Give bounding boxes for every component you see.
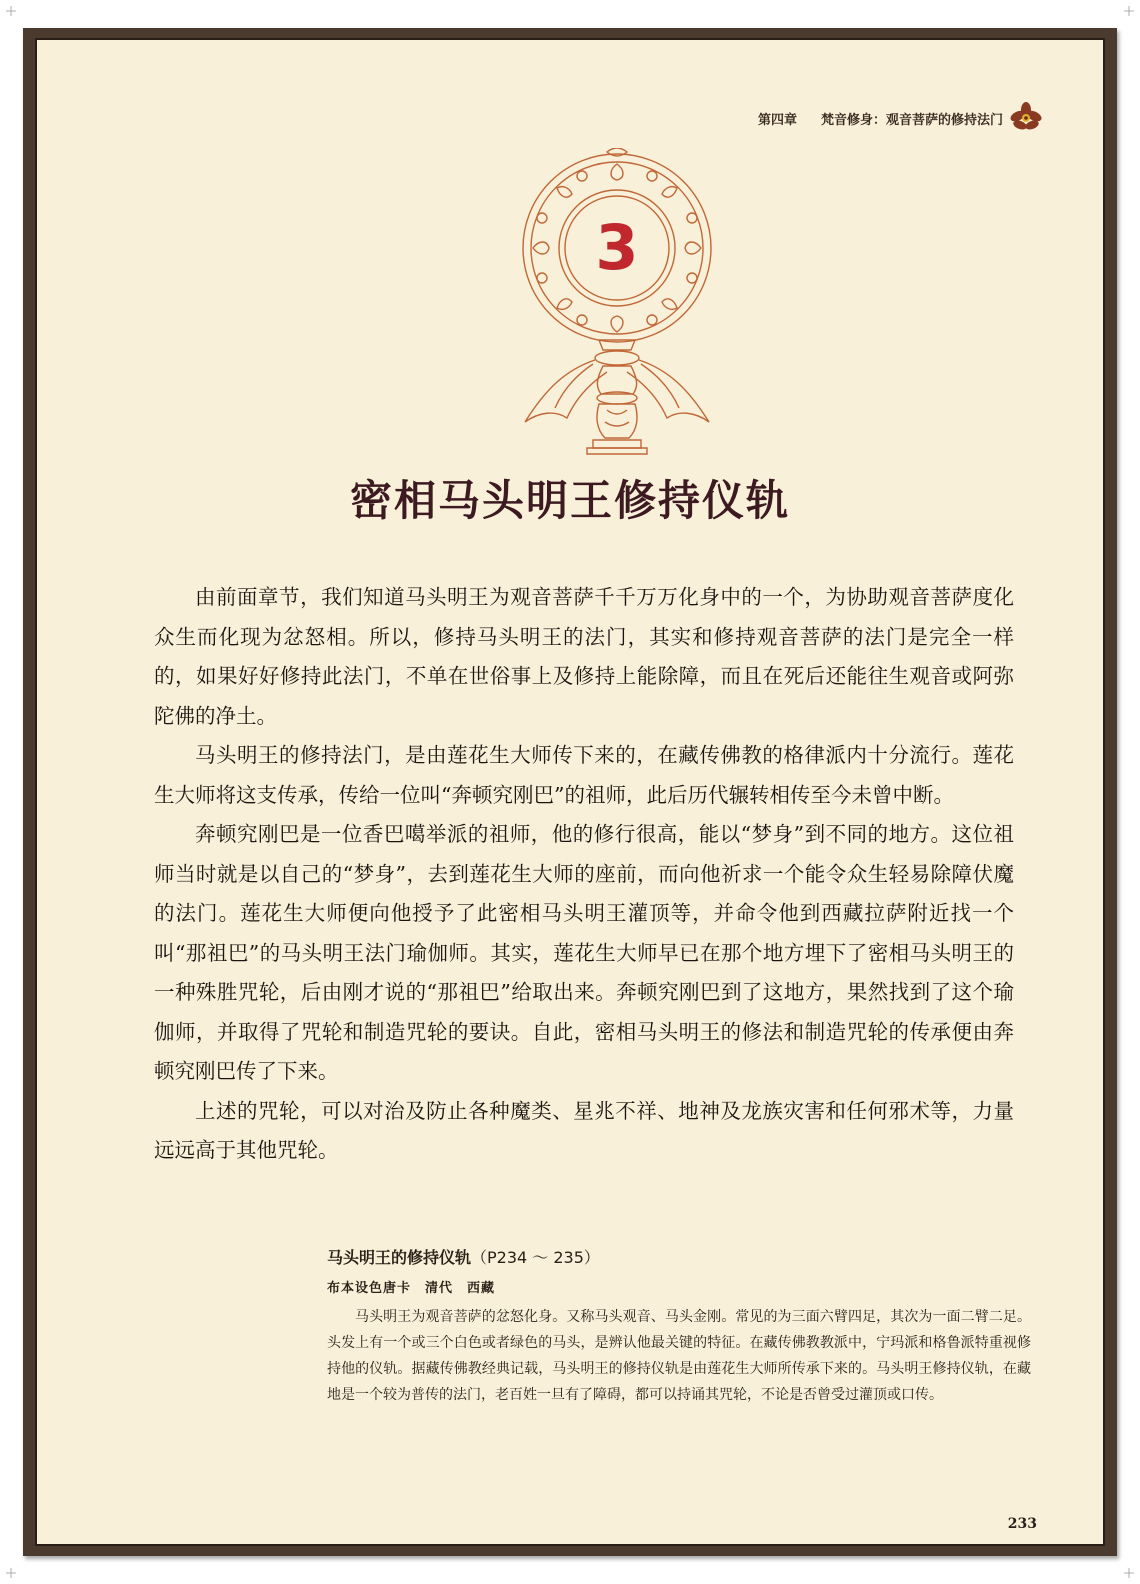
- paragraph: 马头明王的修持法门，是由莲花生大师传下来的，在藏传佛教的格律派内十分流行。莲花生大师将这支传承，传给一位叫“奔顿究刚巴”的祖师，此后历代辗转相传至今未曾中断。: [154, 743, 1014, 807]
- crop-mark-top-right: [1124, 6, 1134, 16]
- crop-mark-bottom-right: [1124, 1568, 1134, 1578]
- section-title: 梵音修身：观音菩萨的修持法门: [820, 112, 1003, 128]
- page-border: [35, 38, 1105, 1546]
- crop-mark-bottom-left: [6, 1568, 16, 1578]
- caption-title-text: 马头明王的修持仪轨: [327, 1248, 472, 1267]
- paragraph: 奔顿究刚巴是一位香巴噶举派的祖师，他的修行很高，能以“梦身”到不同的地方。这位祖师当时就是以自己的“梦身”，去到莲花生大师的座前，而向他祈求一个能令众生轻易除障伏魔的法门。莲花生大师便向他授予了此密相马头明王灌顶等，并命令他到西藏拉萨附近找一个叫“那祖巴”的马头明王法门瑜伽师。其实，莲花生大师早已在那个地方埋下了密相马头明王的一种殊胜咒轮，后由刚才说的“那祖巴”给取出来。奔顿究刚巴到了这地方，果然找到了这个瑜伽师，并取得了咒轮和制造咒轮的要诀。自此，密相马头明王的修法和制造咒轮的传承便由奔顿究刚巴传了下来。: [154, 822, 1014, 1083]
- chapter-number: 第四章: [757, 112, 797, 128]
- running-header: [758, 103, 1043, 133]
- dharma-wheel-mirror-icon: [507, 148, 727, 458]
- paragraph: 上述的咒轮，可以对治及防止各种魔类、星兆不祥、地神及龙族灾害和任何邪术等，力量远远高于其他咒轮。: [154, 1098, 1014, 1162]
- chapter-emblem-number: 3: [595, 211, 639, 284]
- body-text: [154, 578, 1014, 1171]
- caption-page-range: （P234 ～ 235）: [471, 1248, 600, 1267]
- caption-text: 马头明王为观音菩萨的忿怒化身。又称马头观音、马头金刚。常见的为三面六臂四足，其次为一面二臂二足。头发上有一个或三个白色或者绿色的马头，是辨认他最关键的特征。在藏传佛教教派中，宁玛派和格鲁派特重视修持他的仪轨。据藏传佛教经典记载，马头明王的修持仪轨是由莲花生大师所传承下来的。马头明王修持仪轨，在藏地是一个较为普传的法门，老百姓一旦有了障碍，都可以持诵其咒轮，不论是否曾受过灌顶或口传。: [327, 1309, 1031, 1403]
- lotus-flower-icon: [1009, 101, 1043, 135]
- crop-mark-top-left: [6, 6, 16, 16]
- caption-subtitle: 布本设色唐卡 清代 西藏: [327, 1281, 496, 1296]
- paragraph: 由前面章节，我们知道马头明王为观音菩萨千千万万化身中的一个，为协助观音菩萨度化众生而化现为忿怒相。所以，修持马头明王的法门，其实和修持观音菩萨的法门是完全一样的，如果好好修持此法门，不单在世俗事上及修持上能除障，而且在死后还能往生观音或阿弥陀佛的净土。: [154, 585, 1014, 728]
- image-caption: [327, 1245, 1031, 1408]
- page-frame: [23, 28, 1117, 1556]
- caption-title: [327, 1245, 1031, 1268]
- page-number: 233: [1007, 1516, 1037, 1532]
- book-page: [37, 40, 1103, 1544]
- page-title: 密相马头明王修持仪轨: [349, 476, 790, 525]
